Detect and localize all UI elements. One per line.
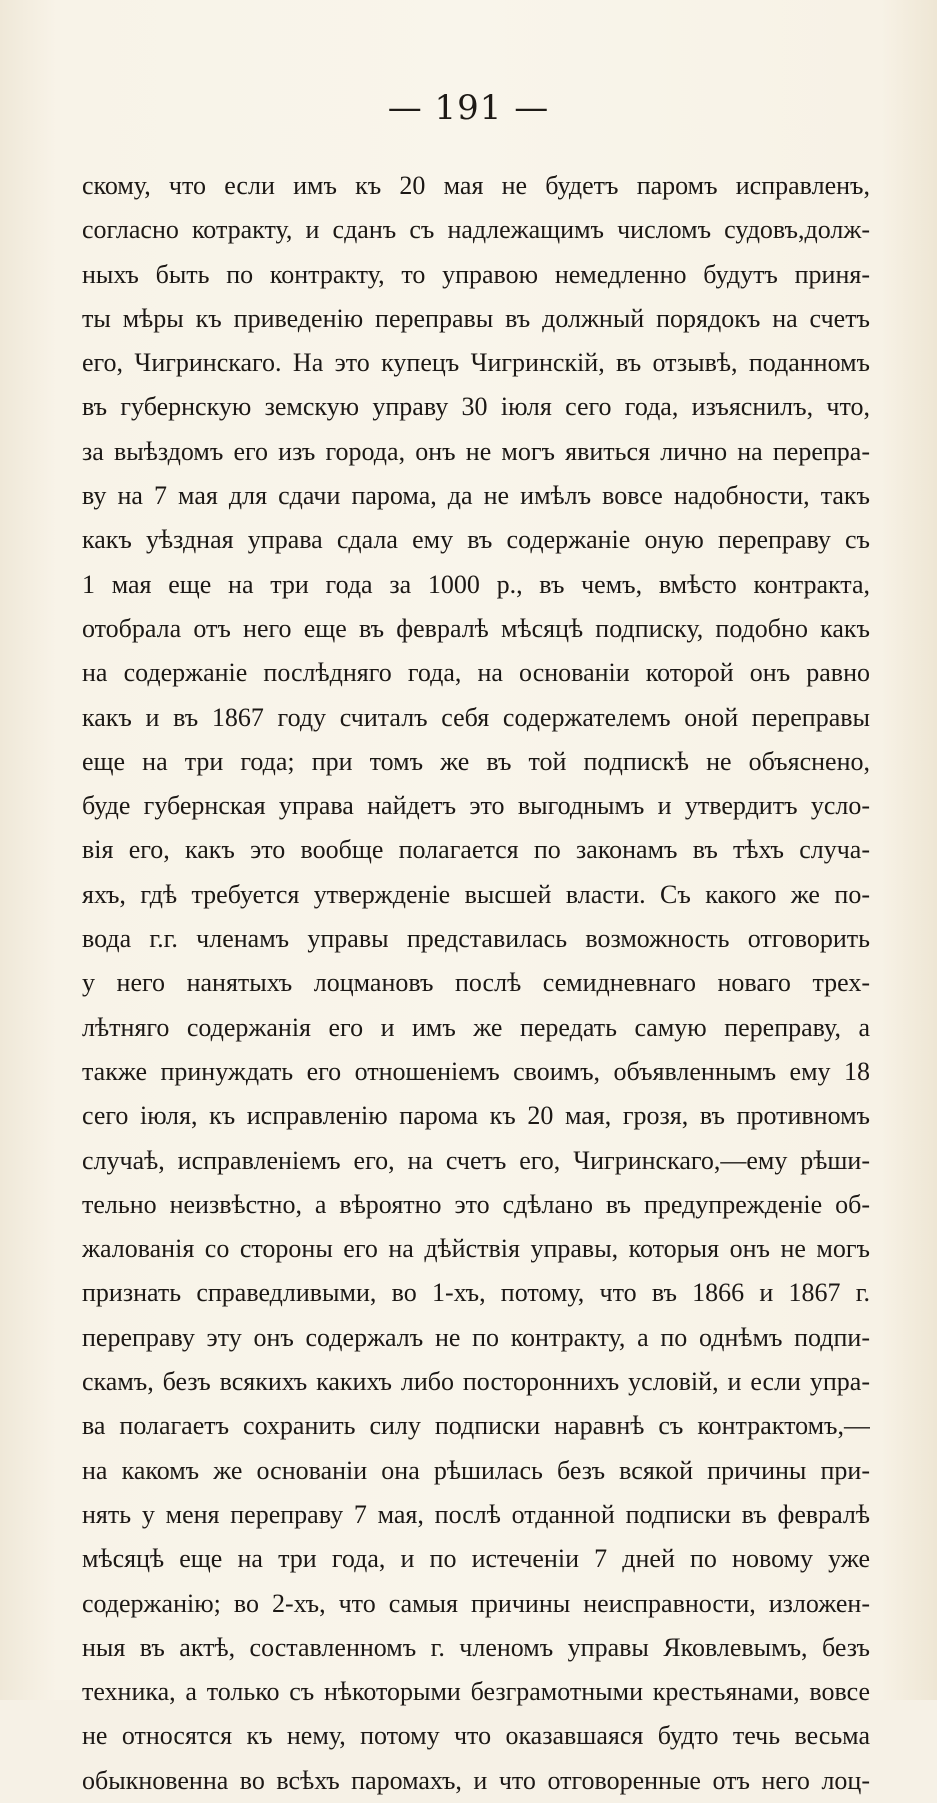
text-line: за выѣздомъ его изъ города, онъ не могъ явиться лично на перепра- <box>82 436 870 466</box>
text-line: въ губернскую земскую управу 30 іюля сего года, изъяснилъ, что, <box>82 392 870 422</box>
text-line: нять у меня переправу 7 мая, послѣ отданной подписки въ февралѣ <box>82 1499 870 1529</box>
text-line: еще на три года; при томъ же въ той подпискѣ не объяснено, <box>82 746 870 776</box>
text-line: ты мѣры къ приведенію переправы въ должный порядокъ на счетъ <box>82 303 870 333</box>
text-line: жалованія со стороны его на дѣйствія управы, которыя онъ не могъ <box>82 1234 870 1264</box>
text-line: буде губернская управа найдетъ это выгоднымъ и утвердитъ усло- <box>82 791 870 821</box>
text-line: согласно котракту, и сданъ съ надлежащимъ числомъ судовъ,долж- <box>82 215 870 245</box>
text-line: не относятся къ нему, потому что оказавшаяся будто течь весьма <box>82 1721 870 1751</box>
text-line: его, Чигринскаго. На это купецъ Чигринскій, въ отзывѣ, поданномъ <box>82 348 870 378</box>
text-line: ва полагаетъ сохранить силу подписки наравнѣ съ контрактомъ,— <box>82 1411 870 1441</box>
text-line: ву на 7 мая для сдачи парома, да не имѣлъ вовсе надобности, такъ <box>82 481 870 511</box>
text-line: мѣсяцѣ еще на три года, и по истеченіи 7 дней по новому уже <box>82 1544 870 1574</box>
text-line: на какомъ же основаніи она рѣшилась безъ всякой причины при- <box>82 1455 870 1485</box>
text-line: отобрала отъ него еще въ февралѣ мѣсяцѣ подписку, подобно какъ <box>82 613 870 643</box>
text-line: также принуждать его отношеніемъ своимъ, объявленнымъ ему 18 <box>82 1056 870 1086</box>
body-text <box>82 164 870 1803</box>
text-line: вія его, какъ это вообще полагается по законамъ въ тѣхъ случа- <box>82 835 870 865</box>
text-line: вода г.г. членамъ управы представилась возможность отговорить <box>82 924 870 954</box>
text-line: скому, что если имъ къ 20 мая не будетъ паромъ исправленъ, <box>82 171 870 200</box>
text-line: переправу эту онъ содержалъ не по контракту, а по однѣмъ подпи- <box>82 1322 870 1352</box>
text-line: на содержаніе послѣдняго года, на основаніи которой онъ равно <box>82 658 870 688</box>
text-line: обыкновенна во всѣхъ паромахъ, и что отговоренные отъ него лоц- <box>82 1765 870 1795</box>
text-line: сего іюля, къ исправленію парома къ 20 мая, грозя, въ противномъ <box>82 1101 870 1131</box>
text-line: у него нанятыхъ лоцмановъ послѣ семидневнаго новаго трех- <box>82 968 870 998</box>
text-line: ныхъ быть по контракту, то управою немедленно будутъ приня- <box>82 259 870 289</box>
text-line: лѣтняго содержанія его и имъ же передать самую переправу, а <box>82 1012 870 1042</box>
text-line: техника, а только съ нѣкоторыми безграмотными крестьянами, вовсе <box>82 1677 870 1707</box>
text-line: случаѣ, исправленіемъ его, на счетъ его, Чигринскаго,—ему рѣши- <box>82 1145 870 1175</box>
text-line: признать справедливыми, во 1-хъ, потому, что въ 1866 и 1867 г. <box>82 1278 870 1308</box>
text-line: 1 мая еще на три года за 1000 р., въ чемъ, вмѣсто контракта, <box>82 569 870 599</box>
page-number: — 191 — <box>387 88 550 128</box>
text-line: скамъ, безъ всякихъ какихъ либо постороннихъ условій, и если упра- <box>82 1367 870 1397</box>
text-line: яхъ, гдѣ требуется утвержденіе высшей власти. Съ какого же по- <box>82 879 870 909</box>
text-line: ныя въ актѣ, составленномъ г. членомъ управы Яковлевымъ, безъ <box>82 1632 870 1662</box>
text-line: какъ уѣздная управа сдала ему въ содержаніе оную переправу съ <box>82 525 870 555</box>
text-line: тельно неизвѣстно, а вѣроятно это сдѣлано въ предупрежденіе об- <box>82 1189 870 1219</box>
text-line: какъ и въ 1867 году считалъ себя содержателемъ оной переправы <box>82 702 870 732</box>
text-line: содержанію; во 2-хъ, что самыя причины неисправности, изложен- <box>82 1588 870 1618</box>
